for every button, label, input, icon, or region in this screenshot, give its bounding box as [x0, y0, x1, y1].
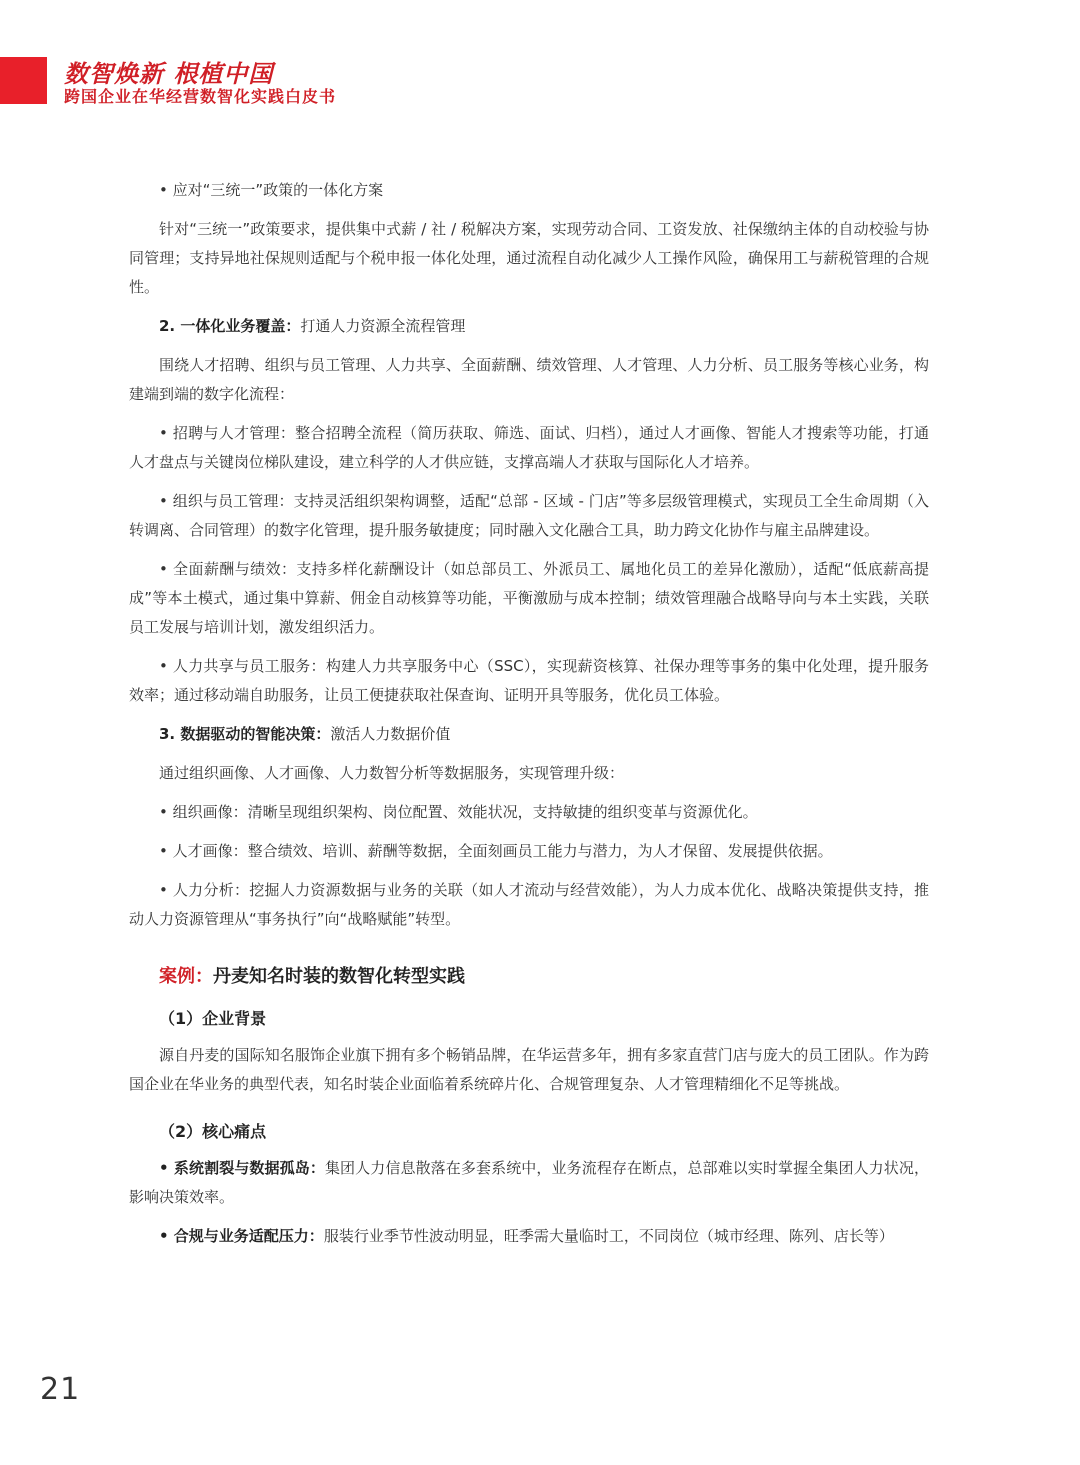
bullet-talent-portrait: • 人才画像：整合绩效、培训、薪酬等数据，全面刻画员工能力与潜力，为人才保留、发展提供依据。 [159, 842, 833, 860]
header-slogan: 数智焕新 根植中国 [64, 59, 274, 88]
bullet-org-portrait: • 组织画像：清晰呈现组织架构、岗位配置、效能状况，支持敏捷的组织变革与资源优化。 [159, 803, 758, 821]
bullet-org-management: • 组织与员工管理：支持灵活组织架构调整，适配“总部 - 区域 - 门店”等多层级管理模式，实现员工全生命周期（入转调离、合同管理）的数字化管理，提升服务敏捷度；同时融入文化融合工具，助力跨文化协作与雇主品牌建设。 [129, 492, 929, 539]
pain-point-item: • 系统割裂与数据孤岛：集团人力信息散落在多套系统中，业务流程存在断点，总部难以实时掌握全集团人力状况，影响决策效率。 [129, 1159, 929, 1206]
paragraph-core-business: 围绕人才招聘、组织与员工管理、人力共享、全面薪酬、绩效管理、人才管理、人力分析、员工服务等核心业务，构建端到端的数字化流程： [129, 356, 929, 403]
pain-point-item: • 合规与业务适配压力：服装行业季节性波动明显，旺季需大量临时工，不同岗位（城市经理、陈列、店长等） [159, 1227, 894, 1245]
header-subtitle: 跨国企业在华经营数智化实践白皮书 [64, 87, 337, 106]
case-background-text: 源自丹麦的国际知名服饰企业旗下拥有多个畅销品牌，在华运营多年，拥有多家直营门店与庞大的员工团队。作为跨国企业在华业务的典型代表，知名时装企业面临着系统碎片化、合规管理复杂、人才管理精细化不足等挑战。 [129, 1046, 929, 1093]
section-3-heading: 3. 数据驱动的智能决策：激活人力数据价值 [159, 725, 451, 743]
paragraph-data-services: 通过组织画像、人才画像、人力数智分析等数据服务，实现管理升级： [159, 764, 625, 782]
header-red-block [0, 57, 47, 104]
bullet-shared-services: • 人力共享与员工服务：构建人力共享服务中心（SSC），实现薪资核算、社保办理等事务的集中化处理，提升服务效率；通过移动端自助服务，让员工便捷获取社保查询、证明开具等服务，优化员工体验。 [129, 657, 929, 704]
bullet-hr-analysis: • 人力分析：挖掘人力资源数据与业务的关联（如人才流动与经营效能），为人力成本优化、战略决策提供支持，推动人力资源管理从“事务执行”向“战略赋能”转型。 [129, 881, 929, 928]
section-2-heading: 2. 一体化业务覆盖：打通人力资源全流程管理 [159, 317, 466, 335]
case-section-1-heading: （1）企业背景 [159, 1009, 267, 1028]
case-section-2-heading: （2）核心痛点 [159, 1122, 267, 1141]
paragraph-policy-heading: • 应对“三统一”政策的一体化方案 [159, 181, 384, 199]
case-title: 案例：丹麦知名时装的数智化转型实践 [159, 966, 465, 987]
bullet-compensation: • 全面薪酬与绩效：支持多样化薪酬设计（如总部员工、外派员工、属地化员工的差异化激励），适配“低底薪高提成”等本土模式，通过集中算薪、佣金自动核算等功能，平衡激励与成本控制；绩效管理融合战略导向与本土实践，关联员工发展与培训计划，激发组织活力。 [129, 560, 929, 636]
bullet-recruitment: • 招聘与人才管理：整合招聘全流程（简历获取、筛选、面试、归档），通过人才画像、智能人才搜索等功能，打通人才盘点与关键岗位梯队建设，建立科学的人才供应链，支撑高端人才获取与国际化人才培养。 [129, 424, 929, 471]
section-2-lead: 2. 一体化业务覆盖： [159, 317, 301, 335]
case-label: 案例： [159, 966, 213, 987]
page-number: 21 [40, 1372, 81, 1407]
section-3-lead: 3. 数据驱动的智能决策： [159, 725, 331, 743]
paragraph-policy-body: 针对“三统一”政策要求，提供集中式薪 / 社 / 税解决方案，实现劳动合同、工资发放、社保缴纳主体的自动校验与协同管理；支持异地社保规则适配与个税申报一体化处理，通过流程自动化减少人工操作风险，确保用工与薪税管理的合规性。 [129, 220, 929, 296]
main-content [129, 176, 929, 1261]
